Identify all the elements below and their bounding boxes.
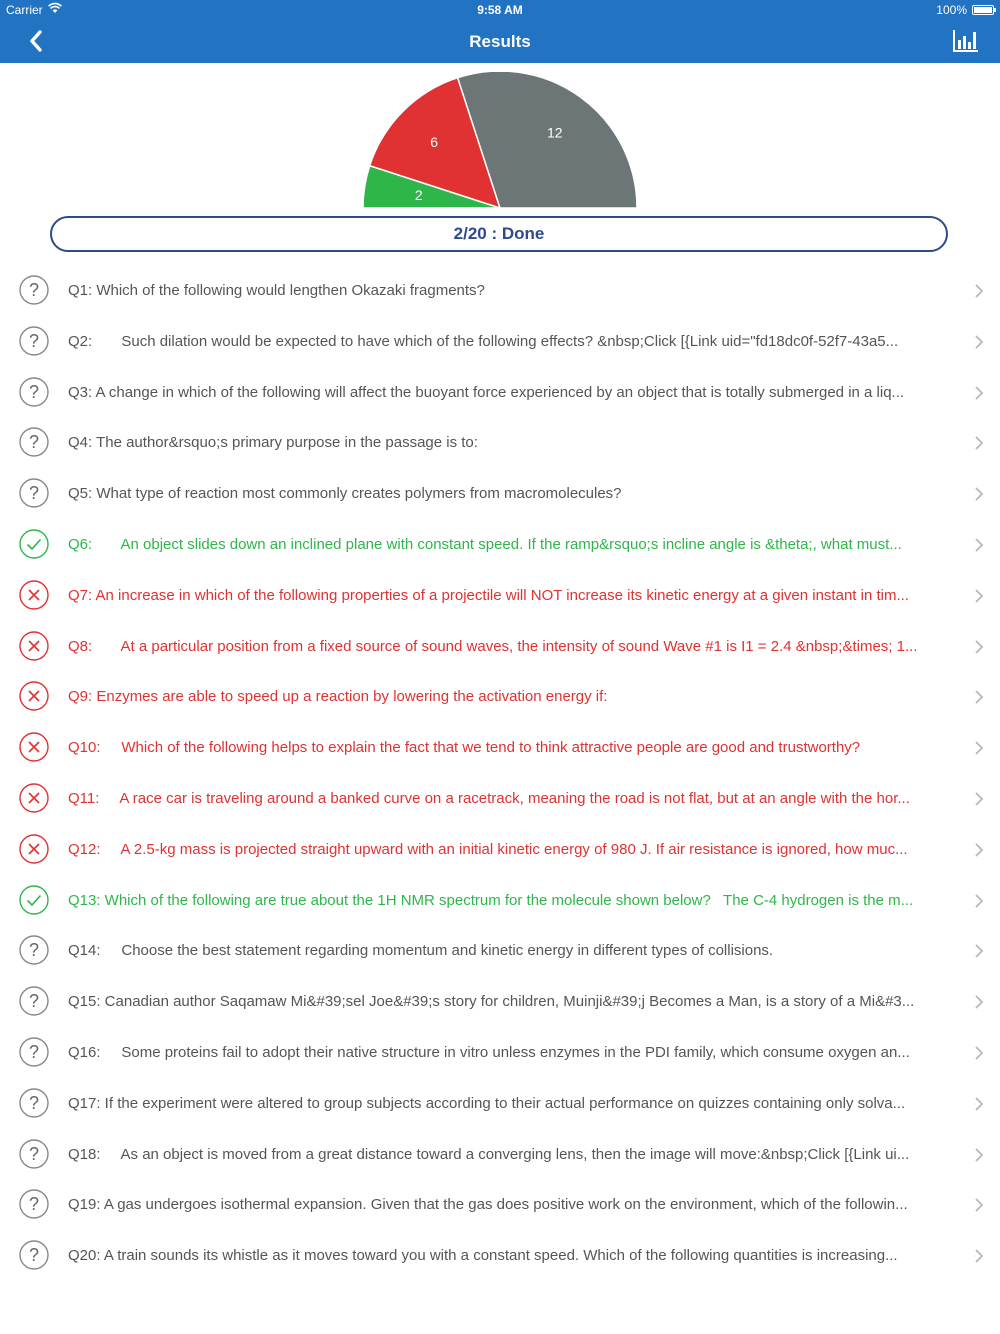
question-row[interactable]: [0, 1078, 1000, 1129]
x-circle-icon: [19, 580, 49, 610]
question-text: Q14: Choose the best statement regarding momentum and kinetic energy in different types of collisions.: [68, 942, 774, 960]
question-row[interactable]: [0, 925, 1000, 976]
question-text: Q16: Some proteins fail to adopt their native structure in vitro unless enzymes in the PDI family, which consume oxygen an...: [68, 1043, 910, 1061]
battery-icon: [972, 5, 994, 15]
question-row[interactable]: [0, 1179, 1000, 1230]
chevron-right-icon: [974, 588, 984, 604]
question-row[interactable]: [0, 570, 1000, 621]
svg-text:?: ?: [28, 1092, 40, 1113]
progress-summary: 2/20 : Done: [50, 216, 948, 252]
chevron-right-icon: [974, 1096, 984, 1112]
question-text: Q1: Which of the following would lengthen Okazaki fragments?: [68, 282, 485, 299]
svg-text:?: ?: [28, 1245, 40, 1266]
clock: 9:58 AM: [477, 3, 523, 17]
question-text: Q11: A race car is traveling around a banked curve on a racetrack, meaning the road is not flat, but at an angle with the hor...: [68, 789, 910, 807]
question-text: Q10: Which of the following helps to explain the fact that we tend to think attractive people are good and trustworthy?: [68, 739, 861, 757]
question-row[interactable]: [0, 1129, 1000, 1180]
chevron-right-icon: [974, 486, 984, 502]
x-circle-icon: [19, 783, 49, 813]
chevron-right-icon: [974, 842, 984, 858]
chevron-right-icon: [974, 943, 984, 959]
question-text: Q18: As an object is moved from a great distance toward a converging lens, then the image will move:&nbsp;Click [{Link ui...: [68, 1145, 910, 1163]
question-row[interactable]: [0, 519, 1000, 570]
question-text: Q13: Which of the following are true about the 1H NMR spectrum for the molecule shown below? The C-4 hydrogen is the m...: [68, 891, 914, 909]
question-row[interactable]: [0, 976, 1000, 1027]
question-row[interactable]: [0, 1027, 1000, 1078]
question-text: Q8: At a particular position from a fixed source of sound waves, the intensity of sound Wave #1 is I1 = 2.4 &nbsp;&times; 1...: [68, 637, 918, 655]
question-row[interactable]: [0, 773, 1000, 824]
svg-text:?: ?: [28, 1194, 40, 1215]
check-circle-icon: [19, 885, 49, 915]
question-text: Q4: The author&rsquo;s primary purpose in the passage is to:: [68, 434, 478, 452]
question-row[interactable]: [0, 417, 1000, 468]
page-title: Results: [469, 32, 531, 51]
battery-percent: 100%: [936, 3, 967, 17]
svg-text:?: ?: [28, 432, 40, 453]
question-circle-icon: [19, 1139, 49, 1169]
question-circle-icon: [19, 935, 49, 965]
question-text: Q2: Such dilation would be expected to have which of the following effects? &nbsp;Click [{Link uid="fd18dc0f-52f7-43a5...: [68, 332, 899, 350]
question-text: Q20: A train sounds its whistle as it moves toward you with a constant speed. Which of the following quantities is increasing...: [68, 1247, 898, 1265]
svg-text:?: ?: [28, 381, 40, 402]
chevron-right-icon: [974, 385, 984, 401]
question-text: Q9: Enzymes are able to speed up a reaction by lowering the activation energy if:: [68, 688, 608, 706]
svg-text:?: ?: [28, 1143, 40, 1164]
question-row[interactable]: [0, 875, 1000, 926]
question-circle-icon: [19, 478, 49, 508]
question-row[interactable]: [0, 316, 1000, 367]
chevron-right-icon: [974, 791, 984, 807]
pie-slice-label: 2: [414, 187, 423, 204]
question-row[interactable]: [0, 367, 1000, 418]
question-text: Q17: If the experiment were altered to group subjects according to their actual performance on quizzes containing only solva...: [68, 1094, 906, 1112]
chevron-right-icon: [974, 639, 984, 655]
question-row[interactable]: [0, 621, 1000, 672]
question-text: Q6: An object slides down an inclined plane with constant speed. If the ramp&rsquo;s incline angle is &theta;, what must...: [68, 535, 902, 553]
results-half-pie-chart: [360, 72, 640, 212]
carrier-label: Carrier: [6, 3, 43, 17]
question-circle-icon: [19, 427, 49, 457]
question-circle-icon: [19, 275, 49, 305]
svg-text:?: ?: [28, 940, 40, 961]
chevron-right-icon: [974, 334, 984, 350]
question-row[interactable]: [0, 671, 1000, 722]
question-text: Q7: An increase in which of the following properties of a projectile will NOT increase its kinetic energy at a given instant in tim...: [68, 586, 909, 604]
x-circle-icon: [19, 631, 49, 661]
chevron-right-icon: [974, 740, 984, 756]
question-row[interactable]: [0, 1230, 1000, 1281]
question-circle-icon: [19, 1240, 49, 1270]
chevron-right-icon: [974, 1045, 984, 1061]
check-circle-icon: [19, 529, 49, 559]
question-text: Q12: A 2.5-kg mass is projected straight upward with an initial kinetic energy of 980 J. If air resistance is ignored, how muc...: [68, 840, 908, 858]
question-circle-icon: [19, 326, 49, 356]
chevron-right-icon: [974, 1197, 984, 1213]
question-circle-icon: [19, 377, 49, 407]
x-circle-icon: [19, 732, 49, 762]
question-text: Q15: Canadian author Saqamaw Mi&#39;sel Joe&#39;s story for children, Muinji&#39;j Becomes a Man, is a story of a Mi&#3...: [68, 993, 915, 1011]
question-circle-icon: [19, 986, 49, 1016]
svg-text:?: ?: [28, 483, 40, 504]
x-circle-icon: [19, 681, 49, 711]
svg-text:?: ?: [28, 991, 40, 1012]
question-row[interactable]: [0, 265, 1000, 316]
chevron-right-icon: [974, 994, 984, 1010]
chevron-right-icon: [974, 1248, 984, 1264]
pie-slice-label: 6: [430, 134, 438, 151]
chevron-right-icon: [974, 435, 984, 451]
svg-text:?: ?: [28, 280, 40, 300]
chevron-right-icon: [974, 689, 984, 705]
question-circle-icon: [19, 1037, 49, 1067]
bar-chart-icon[interactable]: [952, 28, 980, 54]
status-bar: [0, 0, 1000, 20]
nav-bar: [0, 20, 1000, 63]
chevron-right-icon: [974, 893, 984, 909]
svg-text:?: ?: [28, 330, 40, 351]
pie-slice-label: 12: [547, 124, 563, 141]
question-circle-icon: [19, 1088, 49, 1118]
question-row[interactable]: [0, 722, 1000, 773]
svg-text:?: ?: [28, 1041, 40, 1062]
chevron-right-icon: [974, 537, 984, 553]
question-list: [0, 265, 1000, 1281]
question-row[interactable]: [0, 468, 1000, 519]
question-row[interactable]: [0, 824, 1000, 875]
question-text: Q5: What type of reaction most commonly creates polymers from macromolecules?: [68, 485, 622, 503]
chevron-right-icon: [974, 283, 984, 299]
question-text: Q19: A gas undergoes isothermal expansion. Given that the gas does positive work on the environment, which of the followin...: [68, 1196, 908, 1214]
x-circle-icon: [19, 834, 49, 864]
question-text: Q3: A change in which of the following will affect the buoyant force experienced by an object that is totally submerged in a liq...: [68, 383, 905, 401]
chevron-right-icon: [974, 1147, 984, 1163]
question-circle-icon: [19, 1189, 49, 1219]
